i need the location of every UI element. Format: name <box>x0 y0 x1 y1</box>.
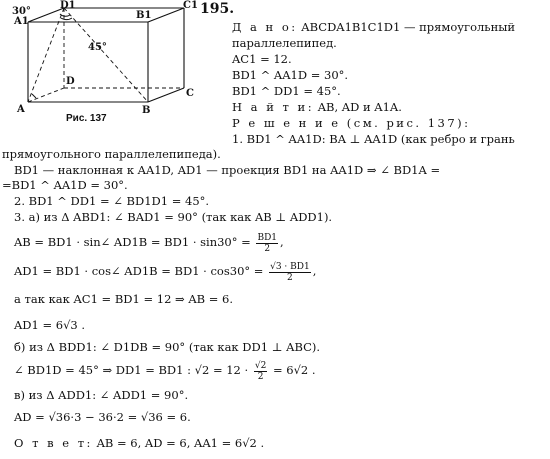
answer-text: AB = 6, AD = 6, AA1 = 6√2 . <box>96 436 265 450</box>
answer-line <box>14 436 264 450</box>
given-label: Д а н о: <box>232 20 298 34</box>
solution-line-ab: AB = BD1 · sin∠ AD1B = BD1 · sin30° = $\frac{BD1}{2}$ , <box>14 232 284 254</box>
parallelepiped-figure <box>0 0 200 125</box>
solution-line-ad1: AD1 = BD1 · cos∠ AD1B = BD1 · cos30° = $\frac{√3 \cdot BD1}{2}$ , <box>14 261 317 283</box>
vertex-a-label: A <box>17 104 25 115</box>
find-label: Н а й т и: <box>232 100 315 114</box>
solution-line-11: б) из Δ BDD1: ∠ D1DB = 90° (так как DD1 ⊥ ABC). <box>14 340 321 354</box>
vertex-c-label: C <box>186 88 194 99</box>
figure-caption: Рис. 137 <box>66 113 107 124</box>
vertex-b-label: B <box>142 105 151 116</box>
solution-line-1: 1. BD1 ^ AA1D: BA ⊥ AA1D (как ребро и грань <box>232 132 515 146</box>
given-line-4: BD1 ^ AA1D = 30°. <box>232 68 349 82</box>
solution-line-2: прямоугольного параллелепипеда). <box>2 147 221 161</box>
fraction-sqrt2-over-2: $\frac{√2}{2}$ <box>254 360 267 382</box>
given-line-5: BD1 ^ DD1 = 45°. <box>232 84 341 98</box>
solution-line-9: а так как AC1 = BD1 = 12 ⇒ AB = 6. <box>14 292 234 306</box>
solution-ab-text: AB = BD1 · sin∠ AD1B = BD1 · sin30° = <box>14 235 251 249</box>
given-line-1 <box>232 20 515 34</box>
problem-number: 195. <box>200 1 235 17</box>
given-line-3: AC1 = 12. <box>232 52 292 66</box>
solution-header: Р е ш е н и е (см. рис. 137): <box>232 116 471 130</box>
vertex-b1-label: B1 <box>136 10 152 21</box>
given-line-2: параллелепипед. <box>232 36 337 50</box>
angle-45-label: 45° <box>88 42 107 53</box>
solution-line-13: в) из Δ ADD1: ∠ ADD1 = 90°. <box>14 388 189 402</box>
vertex-d-label: D <box>66 76 75 87</box>
find-text: AB, AD и A1A. <box>317 100 402 114</box>
solution-ad1-text: AD1 = BD1 · cos∠ AD1B = BD1 · cos30° = <box>14 264 264 278</box>
solution-line-10: AD1 = 6√3 . <box>14 318 86 332</box>
angle-30-label: 30° <box>12 6 31 17</box>
vertex-c1-label: C1 <box>183 0 198 11</box>
solution-line-5: 2. BD1 ^ DD1 = ∠ BD1D1 = 45°. <box>14 194 210 208</box>
solution-line-3: BD1 — наклонная к AA1D, AD1 — проекция BD1 на AA1D ⇒ ∠ BD1A = <box>14 163 441 177</box>
vertex-a1-label: A1 <box>14 16 29 27</box>
fraction-sqrt3-bd1-over-2: $\frac{√3 \cdot BD1}{2}$ <box>270 261 310 283</box>
vertex-d1-label: D1 <box>60 0 76 11</box>
solution-line-14: AD = √36·3 − 36·2 = √36 = 6. <box>14 410 191 424</box>
solution-line-dd1: ∠ BD1D = 45° ⇒ DD1 = BD1 : √2 = 12 · $\frac{√2}{2}$ = 6√2 . <box>14 360 316 382</box>
given-text-1: ABCDA1B1C1D1 — прямоугольный <box>301 20 516 34</box>
find-line <box>232 100 402 114</box>
answer-label: О т в е т: <box>14 436 93 450</box>
solution-dd1-text: ∠ BD1D = 45° ⇒ DD1 = BD1 : √2 = 12 · <box>14 363 249 377</box>
solution-line-6: 3. а) из Δ ABD1: ∠ BAD1 = 90° (так как AB ⊥ ADD1). <box>14 210 333 224</box>
solution-line-4: =BD1 ^ AA1D = 30°. <box>2 178 128 192</box>
fraction-bd1-over-2: $\frac{BD1}{2}$ <box>257 232 278 254</box>
